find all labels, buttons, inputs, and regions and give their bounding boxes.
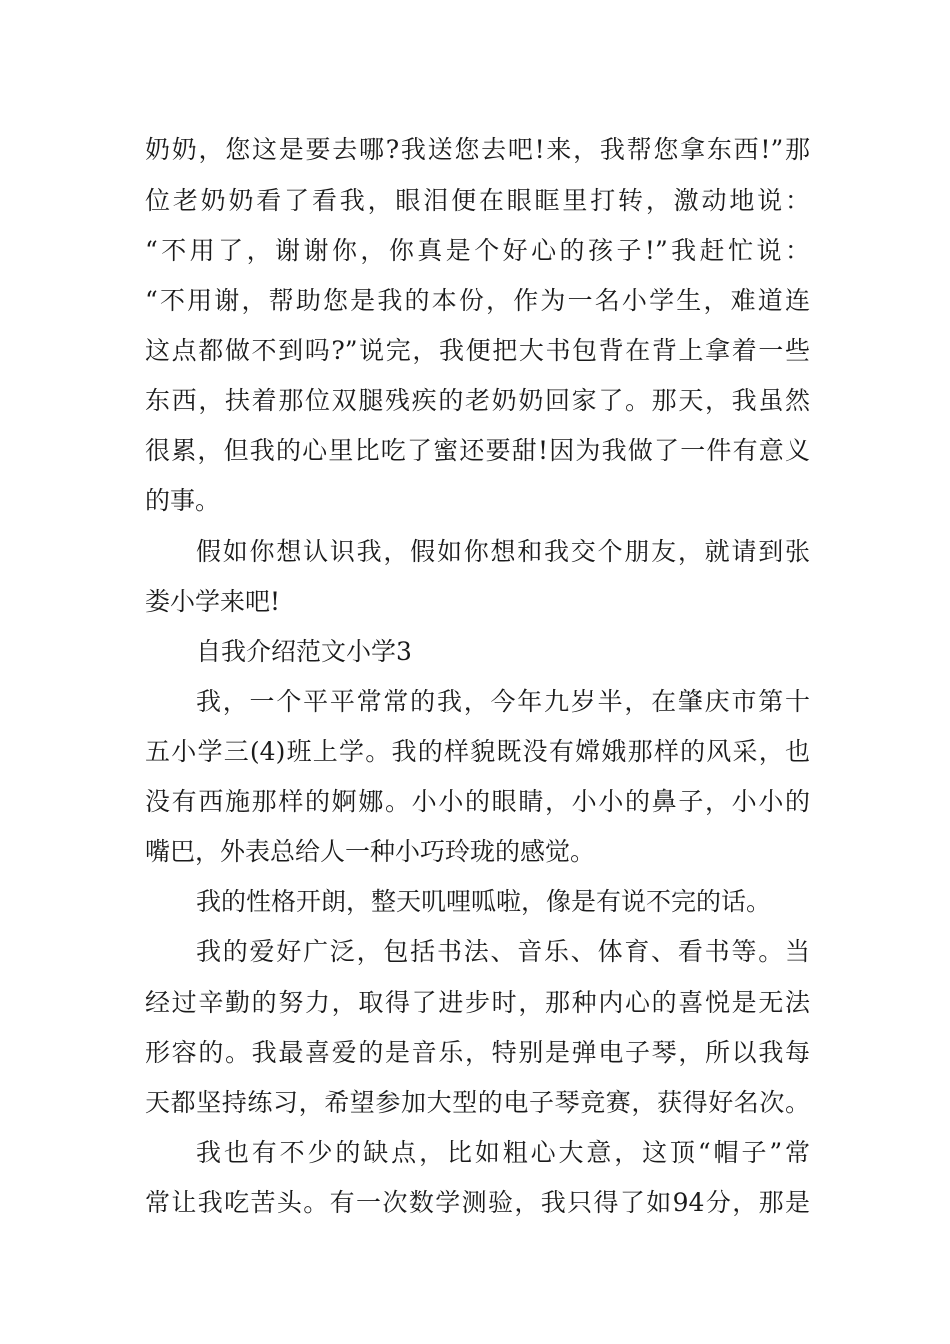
text-line: 娄小学来吧!	[145, 587, 281, 616]
text-line: 经过辛勤的努力，取得了进步时，那种内心的喜悦是无法	[145, 988, 810, 1017]
paragraph-start-line: 我的性格开朗，整天叽哩呱啦，像是有说不完的话。	[196, 887, 772, 916]
section-heading: 自我介绍范文小学3	[196, 637, 412, 666]
text-line: 嘴巴，外表总给人一种小巧玲珑的感觉。	[145, 837, 596, 866]
text-line: 很累，但我的心里比吃了蜜还要甜!因为我做了一件有意义	[145, 436, 810, 465]
paragraph-start-line: 我也有不少的缺点，比如粗心大意，这顶“帽子”常	[196, 1138, 810, 1167]
paragraph-start-line: 假如你想认识我，假如你想和我交个朋友，就请到张	[196, 537, 810, 566]
text-line: 五小学三(4)班上学。我的样貌既没有嫦娥那样的风采，也	[145, 737, 810, 766]
paragraph-start-line: 我的爱好广泛，包括书法、音乐、体育、看书等。当	[196, 937, 810, 966]
text-line: 常让我吃苦头。有一次数学测验，我只得了如94分，那是	[145, 1188, 810, 1217]
text-line: 天都坚持练习，希望参加大型的电子琴竞赛，获得好名次。	[145, 1088, 810, 1117]
text-line: 奶奶，您这是要去哪?我送您去吧!来，我帮您拿东西!”那	[145, 135, 810, 164]
text-line: “不用谢，帮助您是我的本份，作为一名小学生，难道连	[145, 286, 810, 315]
text-line: “不用了，谢谢你，你真是个好心的孩子!”我赶忙说：	[145, 236, 810, 265]
text-line: 东西，扶着那位双腿残疾的老奶奶回家了。那天，我虽然	[145, 386, 810, 415]
paragraph-start-line: 我，一个平平常常的我，今年九岁半，在肇庆市第十	[196, 687, 810, 716]
text-line: 的事。	[145, 486, 221, 515]
text-line: 形容的。我最喜爱的是音乐，特别是弹电子琴，所以我每	[145, 1038, 810, 1067]
text-line: 这点都做不到吗?”说完，我便把大书包背在背上拿着一些	[145, 336, 810, 365]
text-line: 位老奶奶看了看我，眼泪便在眼眶里打转，激动地说：	[145, 186, 810, 215]
text-line: 没有西施那样的婀娜。小小的眼睛，小小的鼻子，小小的	[145, 787, 810, 816]
